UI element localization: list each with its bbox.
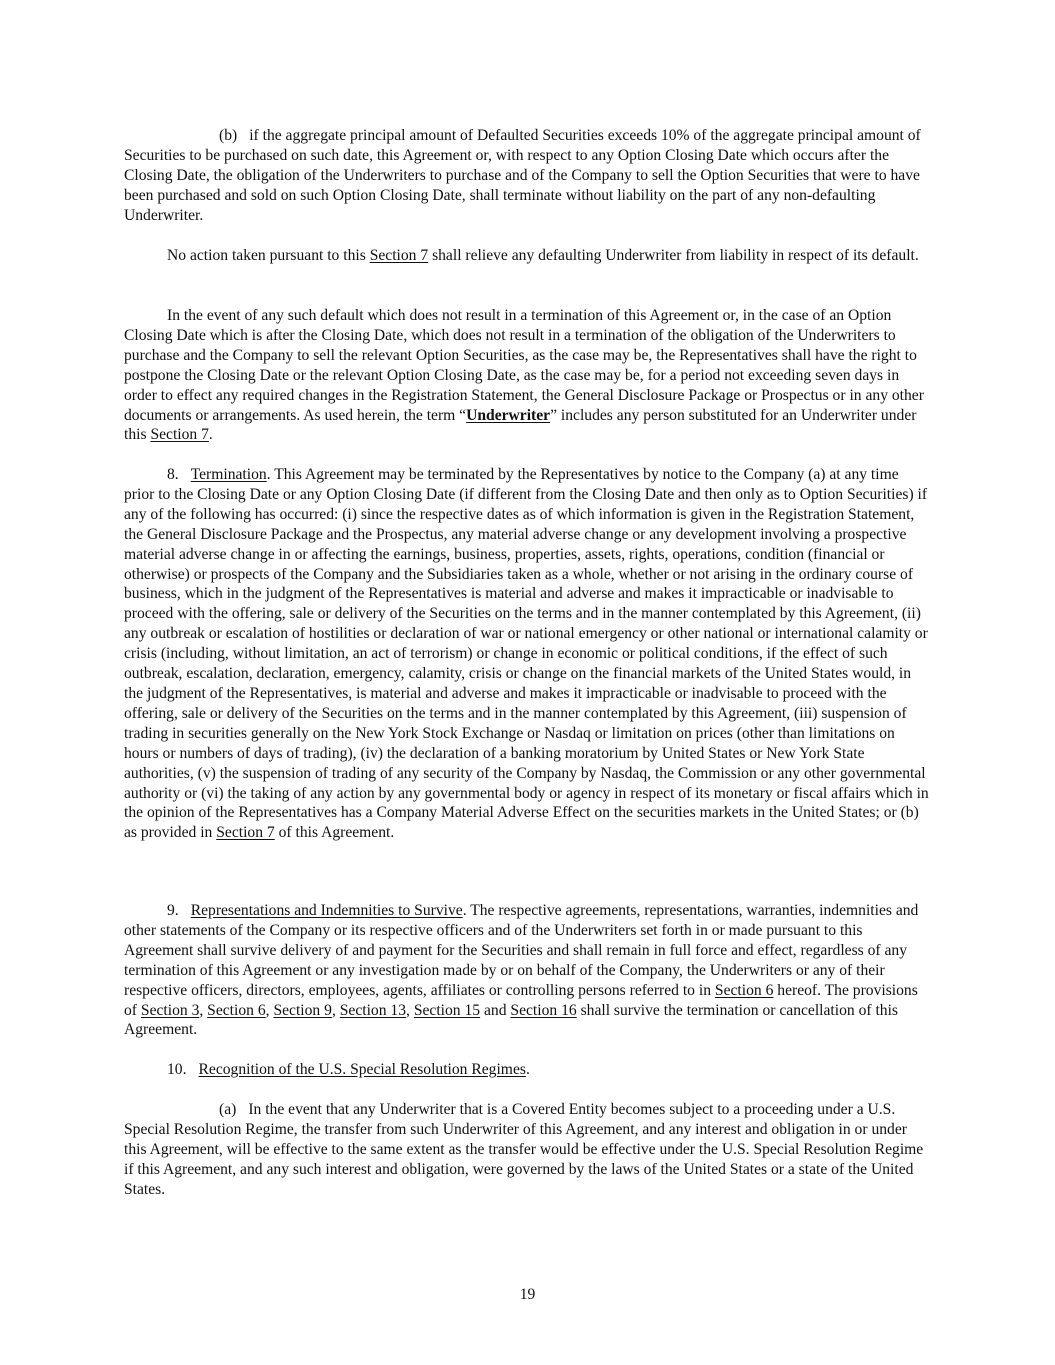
clause-text: if the aggregate principal amount of Defaulted Securities exceeds 10% of the aggregate principal amount of Securities to be purchased on such date, this Agreement or, with respect to any Option Closing Date which occurs after the Closing Date, the obligation of the Underwriters to purchase and of the Company to sell the Option Securities that were to have been purchased and sold on such Option Closing Date, shall terminate without liability on the part of any non-defaulting Underwriter. [124, 127, 921, 224]
page-number: 19 [519, 1286, 536, 1303]
section-13-reference: Section 13 [339, 1001, 407, 1019]
separator: , [265, 1001, 274, 1019]
section-text: of this Agreement. [274, 824, 395, 842]
paragraph-no-action [124, 246, 932, 266]
defined-term-underwriter: Underwriter [466, 406, 551, 424]
section-6-reference: Section 6 [714, 981, 774, 999]
separator: , [331, 1001, 340, 1019]
paragraph-10a [124, 1100, 932, 1200]
section-8-termination [124, 465, 932, 843]
section-text: hereof. The provisions of [124, 981, 918, 1019]
section-heading: Representations and Indemnities to Survive [190, 902, 463, 919]
clause-label: (b) [219, 127, 238, 144]
paragraph-7b [124, 126, 932, 226]
paragraph-text: shall relieve any defaulting Underwriter from liability in respect of its default. [428, 247, 919, 264]
clause-text: In the event that any Underwriter that is a Covered Entity becomes subject to a proceeding under a U.S. Special Resolution Regime, the transfer from such Underwriter of this Agreement, and any interest and obligation in or under this Agreement, will be effective to the same extent as the transfer would be effective under the U.S. Special Resolution Regime if this Agreement, and any such interest and obligation, were governed by the laws of the United States or a state of the United States. [124, 1101, 924, 1198]
section-number: 10. [167, 1061, 187, 1078]
paragraph-text: . [208, 426, 213, 444]
paragraph-default-event [124, 306, 932, 445]
section-7-reference: Section 7 [150, 426, 209, 444]
section-9-reference: Section 9 [273, 1001, 332, 1019]
section-10-heading [124, 1060, 932, 1080]
paragraph-text: ” includes any person substituted for an Underwriter under this [124, 406, 917, 444]
separator: , [406, 1001, 414, 1019]
paragraph-text: In the event of any such default which does not result in a termination of this Agreement or, in the case of an Option Closing Date which is after the Closing Date, which does not result in a termination of the obligation of the Underwriters to purchase and the Company to sell the relevant Option Securities, as the case may be, the Representatives shall have the right to postpone the Closing Date or the relevant Option Closing Date, as the case may be, for a period not exceeding seven days in order to effect any required changes in the Registration Statement, the General Disclosure Package or Prospectus or in any other documents or arrangements. As used herein, the term “ [124, 307, 924, 424]
section-number: 9. [167, 902, 179, 919]
section-text: . [525, 1061, 530, 1078]
section-16-reference: Section 16 [510, 1001, 577, 1019]
section-15-reference: Section 15 [413, 1001, 481, 1019]
paragraph-text: No action taken pursuant to this [167, 247, 370, 264]
section-7-reference: Section 7 [216, 824, 275, 842]
clause-label: (a) [219, 1101, 237, 1118]
section-heading: Recognition of the U.S. Special Resolution Regimes [198, 1061, 526, 1078]
section-3-reference: Section 3 [140, 1001, 200, 1019]
section-6-reference: Section 6 [207, 1001, 266, 1019]
separator: and [480, 1001, 511, 1019]
section-text: . The respective agreements, representations, warranties, indemnities and other statements of the Company or its respective officers and of the Underwriters set forth in or made pursuant to this Agreement shall survive delivery of and payment for the Securities and shall remain in full force and effect, regardless of any termination of this Agreement or any investigation made by or on behalf of the Company, the Underwriters or any of their respective officers, directors, employees, agents, affiliates or controlling persons referred to in [124, 902, 919, 999]
section-number: 8. [167, 466, 179, 483]
section-9-survival [124, 901, 932, 1040]
section-heading: Termination [190, 466, 267, 483]
section-text: shall survive the termination or cancellation of this Agreement. [124, 1001, 899, 1039]
separator: , [199, 1001, 208, 1019]
section-text: . This Agreement may be terminated by the Representatives by notice to the Company (a) at any time prior to the Closing Date or any Option Closing Date (if different from the Closing Date and then only as to Option Securities) if any of the following has occurred: (i) since the respective dates as of which information is given in the Registration Statement, the General Disclosure Package and the Prospectus, any material adverse change or any development involving a prospective material adverse change in or affecting the earnings, business, properties, assets, rights, operations, condition (financial or otherwise) or prospects of the Company and the Subsidiaries taken as a whole, whether or not arising in the ordinary course of business, which in the judgment of the Representatives is material and adverse and makes it impracticable or inadvisable to proceed with the offering, sale or delivery of the Securities on the terms and in the manner contemplated by this Agreement, (ii) any outbreak or escalation of hostilities or declaration of war or national emergency or other national or international calamity or crisis (including, without limitation, an act of terrorism) or change in economic or political conditions, if the effect of such outbreak, escalation, declaration, emergency, calamity, crisis or change on the financial markets of the United States would, in the judgment of the Representatives, is material and adverse and makes it impracticable or inadvisable to proceed with the offering, sale or delivery of the Securities on the terms and in the manner contemplated by this Agreement, (iii) suspension of trading in securities generally on the New York Stock Exchange or Nasdaq or limitation on prices (other than limitations on hours or numbers of days of trading), (iv) the declaration of a banking moratorium by United States or New York State authorities, (v) the suspension of trading of any security of the Company by Nasdaq, the Commission or any other governmental authority or (vi) the taking of any action by any governmental body or agency in respect of its monetary or fiscal affairs which in the opinion of the Representatives has a Company Material Adverse Effect on the securities markets in the United States; or (b) as provided in [124, 466, 929, 842]
section-7-reference: Section 7 [369, 247, 429, 264]
